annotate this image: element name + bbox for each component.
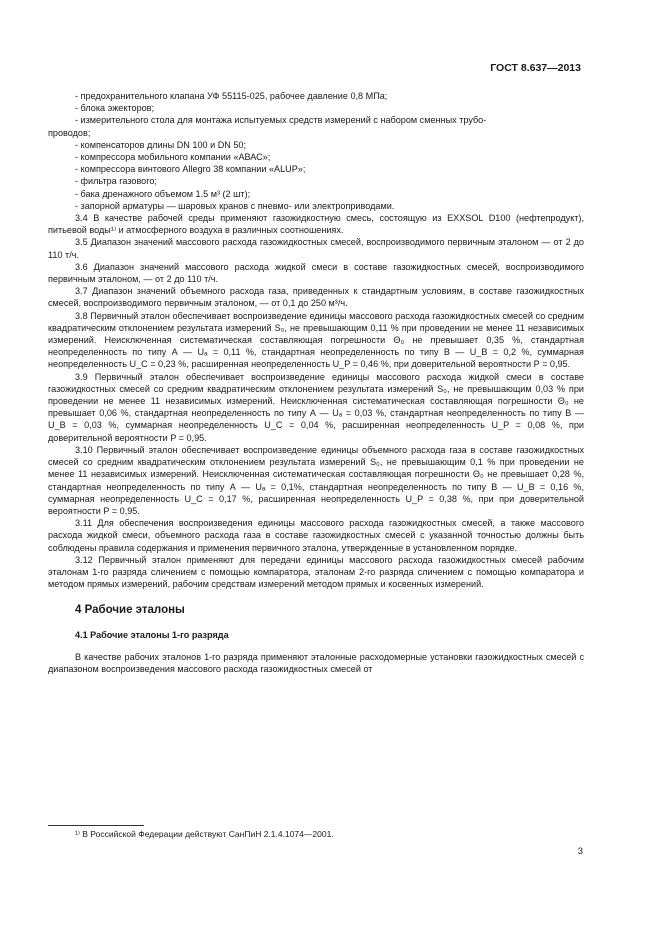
paragraph-3-6: 3.6 Диапазон значений массового расхода жидкой смеси в составе газожидкостных смесей, воспроизводимого первичным эталоном, — от 2 до 110 т/ч.	[48, 261, 584, 285]
footnote: ¹⁾ В Российской Федерации действуют СанПиН 2.1.4.1074—2001.	[75, 829, 334, 839]
list-item: - фильтра газового;	[75, 176, 157, 187]
list-item: - компрессора винтового Allegro 38 компании «ALUP»;	[75, 164, 306, 175]
paragraph-4-1: В качестве рабочих эталонов 1-го разряда применяют эталонные расходомерные установки газожидкостных смесей с диапазоном воспроизведения массового расхода газожидкостных смесей от	[48, 651, 584, 674]
list-item: - компрессора мобильного компании «АВАС»;	[75, 152, 271, 163]
list-item: - бака дренажного объемом 1.5 м³ (2 шт);	[75, 188, 251, 199]
paragraph-3-12: 3.12 Первичный эталон применяют для передачи единицы массового расхода газожидкостных смесей рабочим эталонам 1-го разряда сличением с помощью компаратора, эталонам 2-го разряда сличением с помощью компаратора и методом прямых измерений, рабочим средствам измерений методом прямых и косвенных измерений.	[48, 554, 584, 590]
paragraph-3-7: 3.7 Диапазон значений объемного расхода газа, приведенных к стандартным условиям, в составе газожидкостных смесей, воспроизводимого первичным эталоном, — от 0,1 до 250 м³/ч.	[48, 286, 584, 309]
list-item-continuation: проводов;	[48, 127, 91, 138]
paragraph-3-10: 3.10 Первичный эталон обеспечивает воспроизведение единицы объемного расхода газа в составе газожидкостных смесей со средним квадратическим отклонением результата измерений S₀, не превышающим 0,1 % при проведении не менее 11 независимых измерений. Неисключенная систематическая составляющая погрешности Θ₀ не превышает 0,28 %, стандартная неопределенность по типу А — Uₐ = 0,1%, стандартная неопределенность по типу В — U_B = 0,16 %, суммарная неопределенность U_C = 0,17 %, расширенная неопределенность U_P = 0,38 %, при при доверительной вероятности P = 0,95.	[48, 444, 584, 516]
list-item: - компенсаторов длины DN 100 и DN 50;	[75, 139, 246, 150]
list-item: - запорной арматуры — шаровых кранов с пневмо- или электроприводами.	[75, 200, 395, 211]
page-body	[48, 90, 584, 675]
paragraph-3-8: 3.8 Первичный эталон обеспечивает воспроизведение единицы массового расхода газожидкостных смесей со средним квадратическим отклонением результата измерений S₀, не превышающим 0,11 % при проведении не менее 11 независимых измерений. Неисключенная систематическая составляющая погрешности Θ₀ не превышает 0,35 %, стандартная неопределенность по типу А — Uₐ = 0,11 %, стандартная неопределенность по типу В — U_B = 0,2 %, суммарная неопределенность U_C = 0,23 %, расширенная неопределенность U_P = 0,46 %, при доверительной вероятности P = 0,95.	[48, 310, 584, 370]
section-heading: 4 Рабочие эталоны	[75, 604, 185, 617]
paragraph-3-9: 3.9 Первичный эталон обеспечивает воспроизведение единицы массового расхода жидкой смеси в составе газожидкостных смесей со средним квадратическим отклонением результата измерений S₀, не превышающим 0,03 % при проведении не менее 11 независимых измерений. Неисключенная систематическая составляющая погрешности Θ₀ не превышает 0,06 %, стандартная неопределенность по типу А — Uₐ = 0,03 %, стандартная неопределенность по типу В — U_B = 0,03 %, суммарная неопределенность U_C = 0,04 %, расширенная неопределенность U_P = 0,08 %, при доверительной вероятности P = 0,95.	[48, 371, 584, 443]
list-item: - блока эжекторов;	[75, 103, 155, 114]
page-number: 3	[577, 846, 583, 857]
list-item: - предохранительного клапана УФ 55115-025, рабочее давление 0,8 МПа;	[75, 91, 388, 101]
subsection-heading: 4.1 Рабочие эталоны 1-го разряда	[75, 629, 229, 640]
document-header: ГОСТ 8.637—2013	[490, 62, 581, 74]
paragraph-3-4: 3.4 В качестве рабочей среды применяют газожидкостную смесь, состоящую из EXXSOL D100 (нефтепродукт), питьевой воды¹⁾ и атмосферного воздуха в различных соотношениях.	[48, 213, 584, 236]
paragraph-3-5: 3.5 Диапазон значений массового расхода газожидкостных смесей, воспроизводимого первичным эталоном — от 2 до 110 т/ч.	[48, 237, 584, 260]
footnote-divider	[48, 825, 144, 826]
paragraph-3-11: 3.11 Для обеспечения воспроизведения единицы массового расхода газожидкостных смесей, а также массового расхода жидкой смеси, объемного расхода газа в составе газожидкостных смесей с указанной точностью должны быть соблюдены правила содержания и применения первичного эталона, утвержденные в установленном порядке.	[48, 518, 584, 553]
list-item: - измерительного стола для монтажа испытуемых средств измерений с набором сменных трубо-	[75, 115, 487, 126]
